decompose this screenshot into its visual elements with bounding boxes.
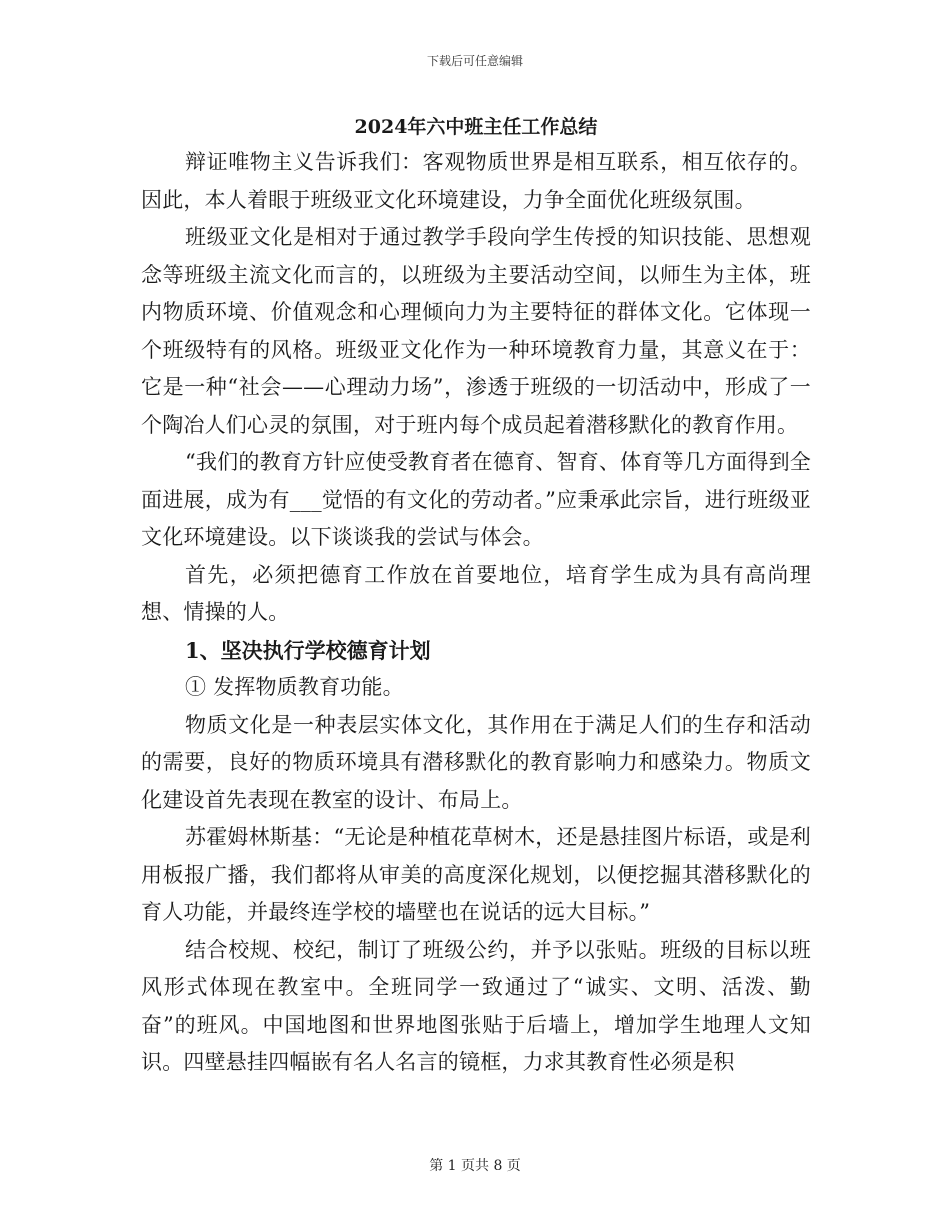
sub-item: ① 发挥物质教育功能。 (185, 675, 404, 699)
paragraph-class-rules: 结合校规、校纪，制订了班级公约，并予以张贴。班级的目标以班风形式体现在教室中。全班同学一致通过了“诚实、文明、活泼、勤奋”的班风。中国地图和世界地图张贴于后墙上，增加学生地理人文知识。四壁悬挂四幅嵌有名人名言的镜框，力求其教育性必须是积 (141, 937, 811, 1074)
paragraph-subculture: 班级亚文化是相对于通过教学手段向学生传授的知识技能、思想观念等班级主流文化而言的，以班级为主要活动空间，以师生为主体，班内物质环境、价值观念和心理倾向力为主要特征的群体文化。它体现一个班级特有的风格。班级亚文化作为一种环境教育力量，其意义在于：它是一种“社会——心理动力场”，渗透于班级的一切活动中，形成了一个陶冶人们心灵的氛围，对于班内每个成员起着潜移默化的教育作用。 (141, 225, 811, 437)
page-indicator: 第 1 页共 8 页 (429, 1158, 521, 1174)
header-note: 下载后可任意编辑 (426, 54, 523, 68)
paragraph-material-culture: 物质文化是一种表层实体文化，其作用在于满足人们的生存和活动的需要，良好的物质环境具有潜移默化的教育影响力和感染力。物质文化建设首先表现在教室的设计、布局上。 (141, 712, 811, 812)
paragraph-policy: “我们的教育方针应使受教育者在德育、智育、体育等几方面得到全面进展，成为有___觉悟的有文化的劳动者。”应秉承此宗旨，进行班级亚文化环境建设。以下谈谈我的尝试与体会。 (141, 450, 811, 549)
section-heading: 1、坚决执行学校德育计划 (185, 637, 431, 663)
document-title: 2024年六中班主任工作总结 (354, 116, 598, 138)
paragraph-quote: 苏霍姆林斯基：“无论是种植花草树木，还是悬挂图片标语，或是利用板报广播，我们都将从审美的高度深化规划，以便挖掘其潜移默化的育人功能，并最终连学校的墙壁也在说话的远大目标。” (141, 825, 811, 924)
document-body (141, 110, 811, 1082)
paragraph-moral-priority: 首先，必须把德育工作放在首要地位，培育学生成为具有高尚理想、情操的人。 (141, 562, 811, 624)
paragraph-intro: 辩证唯物主义告诉我们：客观物质世界是相互联系，相互依存的。因此，本人着眼于班级亚文化环境建设，力争全面优化班级氛围。 (141, 150, 811, 212)
